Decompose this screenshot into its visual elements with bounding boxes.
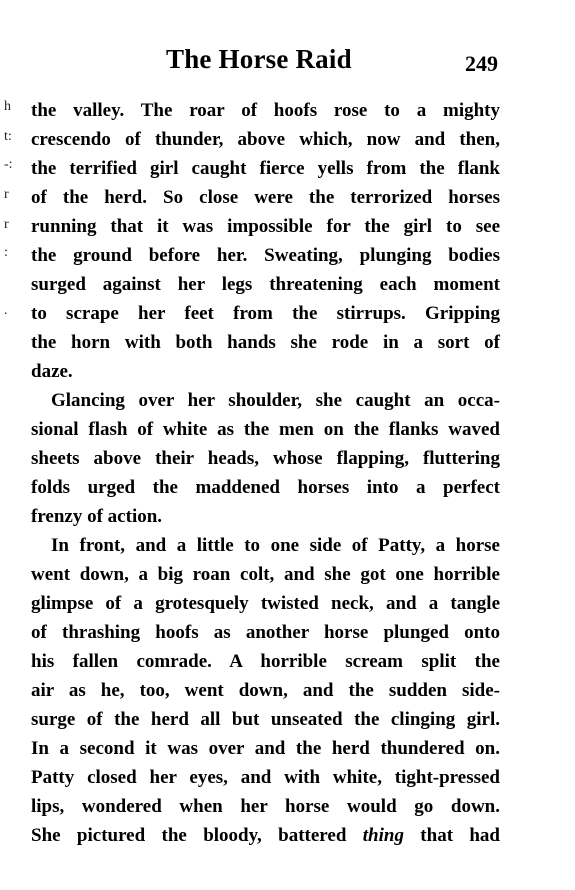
text-line: his fallen comrade. A horrible scream split the [31, 651, 500, 672]
text-fragment: that had [403, 825, 501, 846]
text-line: air as he, too, went down, and the sudden side- [31, 680, 500, 701]
chapter-title: The Horse Raid [166, 44, 352, 74]
text-line: Patty closed her eyes, and with white, tight-pressed [31, 767, 500, 788]
page-number: 249 [465, 51, 498, 76]
text-line: frenzy of action. [31, 506, 163, 527]
text-line: went down, a big roan colt, and she got one horrible [31, 564, 500, 585]
body-text [31, 96, 500, 850]
gutter-mark: -: [4, 157, 13, 172]
text-line: glimpse of a grotesquely twisted neck, and a tangle [31, 593, 500, 614]
text-line: to scrape her feet from the stirrups. Gripping [31, 303, 500, 324]
text-line: sheets above their heads, whose flapping, fluttering [31, 448, 500, 469]
gutter-mark: : [4, 245, 8, 260]
text-line: the ground before her. Sweating, plunging bodies [31, 245, 500, 266]
gutter-mark: h [4, 99, 11, 114]
gutter-mark: . [4, 303, 8, 318]
gutter-mark: r [4, 217, 9, 232]
emphasized-word: thing [362, 825, 404, 846]
text-line: the horn with both hands she rode in a sort of [31, 332, 500, 353]
text-line: the terrified girl caught fierce yells from the flank [31, 158, 500, 179]
gutter-mark: t: [4, 129, 12, 144]
running-head [0, 44, 575, 84]
text-line: In front, and a little to one side of Patty, a horse [51, 535, 500, 556]
text-line: surged against her legs threatening each moment [31, 274, 500, 295]
text-line [31, 821, 500, 850]
text-line: Glancing over her shoulder, she caught an occa- [51, 390, 500, 411]
text-line: folds urged the maddened horses into a perfect [31, 477, 500, 498]
text-line: of the herd. So close were the terrorized horses [31, 187, 500, 208]
text-line: daze. [31, 361, 73, 382]
text-line: lips, wondered when her horse would go down. [31, 796, 500, 817]
text-fragment: She pictured the bloody, battered [31, 825, 363, 846]
text-line: of thrashing hoofs as another horse plunged onto [31, 622, 500, 643]
text-line: In a second it was over and the herd thundered on. [31, 738, 500, 759]
text-line: surge of the herd all but unseated the clinging girl. [31, 709, 500, 730]
gutter-mark: r [4, 187, 9, 202]
text-line: the valley. The roar of hoofs rose to a mighty [31, 100, 500, 121]
text-line: running that it was impossible for the girl to see [31, 216, 500, 237]
text-line: sional flash of white as the men on the flanks waved [31, 419, 500, 440]
text-line: crescendo of thunder, above which, now and then, [31, 129, 500, 150]
